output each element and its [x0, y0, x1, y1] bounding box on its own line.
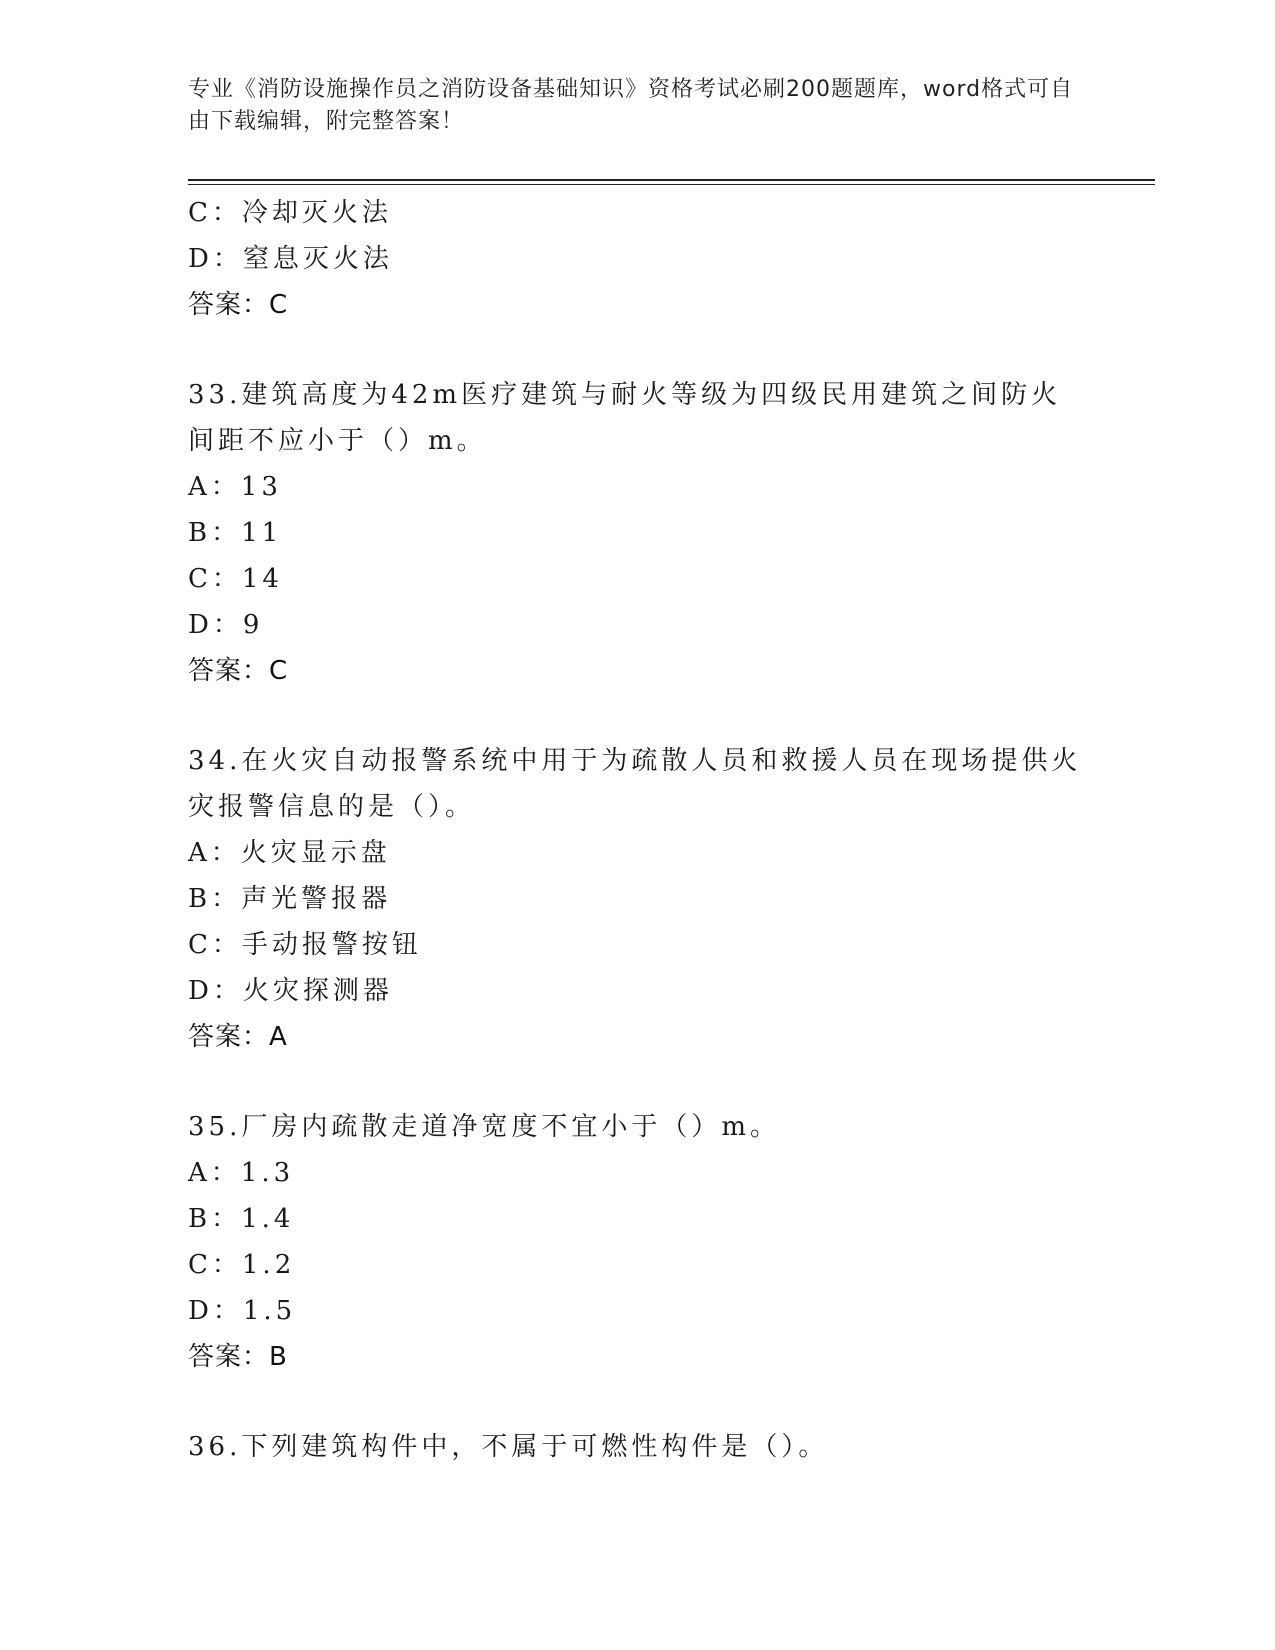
question-36: [188, 1424, 1088, 1470]
option-d: D：火灾探测器: [188, 976, 393, 1006]
question-35: [188, 1104, 1088, 1380]
option-c: C：14: [188, 564, 283, 594]
question-title: 34.在火灾自动报警系统中用于为疏散人员和救援人员在现场提供火灾报警信息的是（）。: [188, 746, 1082, 822]
answer-line: 答案：A: [188, 1022, 288, 1052]
option-b: B：11: [188, 518, 283, 548]
option-d: D：1.5: [188, 1296, 297, 1326]
page-header: 专业《消防设施操作员之消防设备基础知识》资格考试必刷200题题库，word格式可自由下载编辑，附完整答案！: [188, 77, 1074, 134]
answer-line: 答案：B: [188, 1342, 288, 1372]
header-divider-thick: [188, 179, 1155, 181]
answer-line: 答案：C: [188, 290, 289, 320]
option-b: B：1.4: [188, 1204, 295, 1234]
option-b: B：声光警报器: [188, 884, 392, 914]
question-title: 33.建筑高度为42m医疗建筑与耐火等级为四级民用建筑之间防火间距不应小于（）m。: [188, 380, 1062, 456]
option-a: A：13: [188, 472, 282, 502]
option-c: C：1.2: [188, 1250, 296, 1280]
option-d: D：9: [188, 610, 264, 640]
answer-line: 答案：C: [188, 656, 289, 686]
option-a: A：1.3: [188, 1158, 295, 1188]
question-list: [188, 190, 1088, 1470]
question-33: [188, 372, 1088, 694]
option-a: A：火灾显示盘: [188, 838, 391, 868]
header-divider-thin: [188, 184, 1155, 185]
option-d: D：窒息灭火法: [188, 244, 393, 274]
question-title: 36.下列建筑构件中，不属于可燃性构件是（）。: [188, 1432, 829, 1462]
question-title: 35.厂房内疏散走道净宽度不宜小于（）m。: [188, 1112, 781, 1142]
question-34: [188, 738, 1088, 1060]
option-c: C：手动报警按钮: [188, 930, 422, 960]
option-c: C：冷却灭火法: [188, 198, 392, 228]
question-32-continued: [188, 190, 1088, 328]
